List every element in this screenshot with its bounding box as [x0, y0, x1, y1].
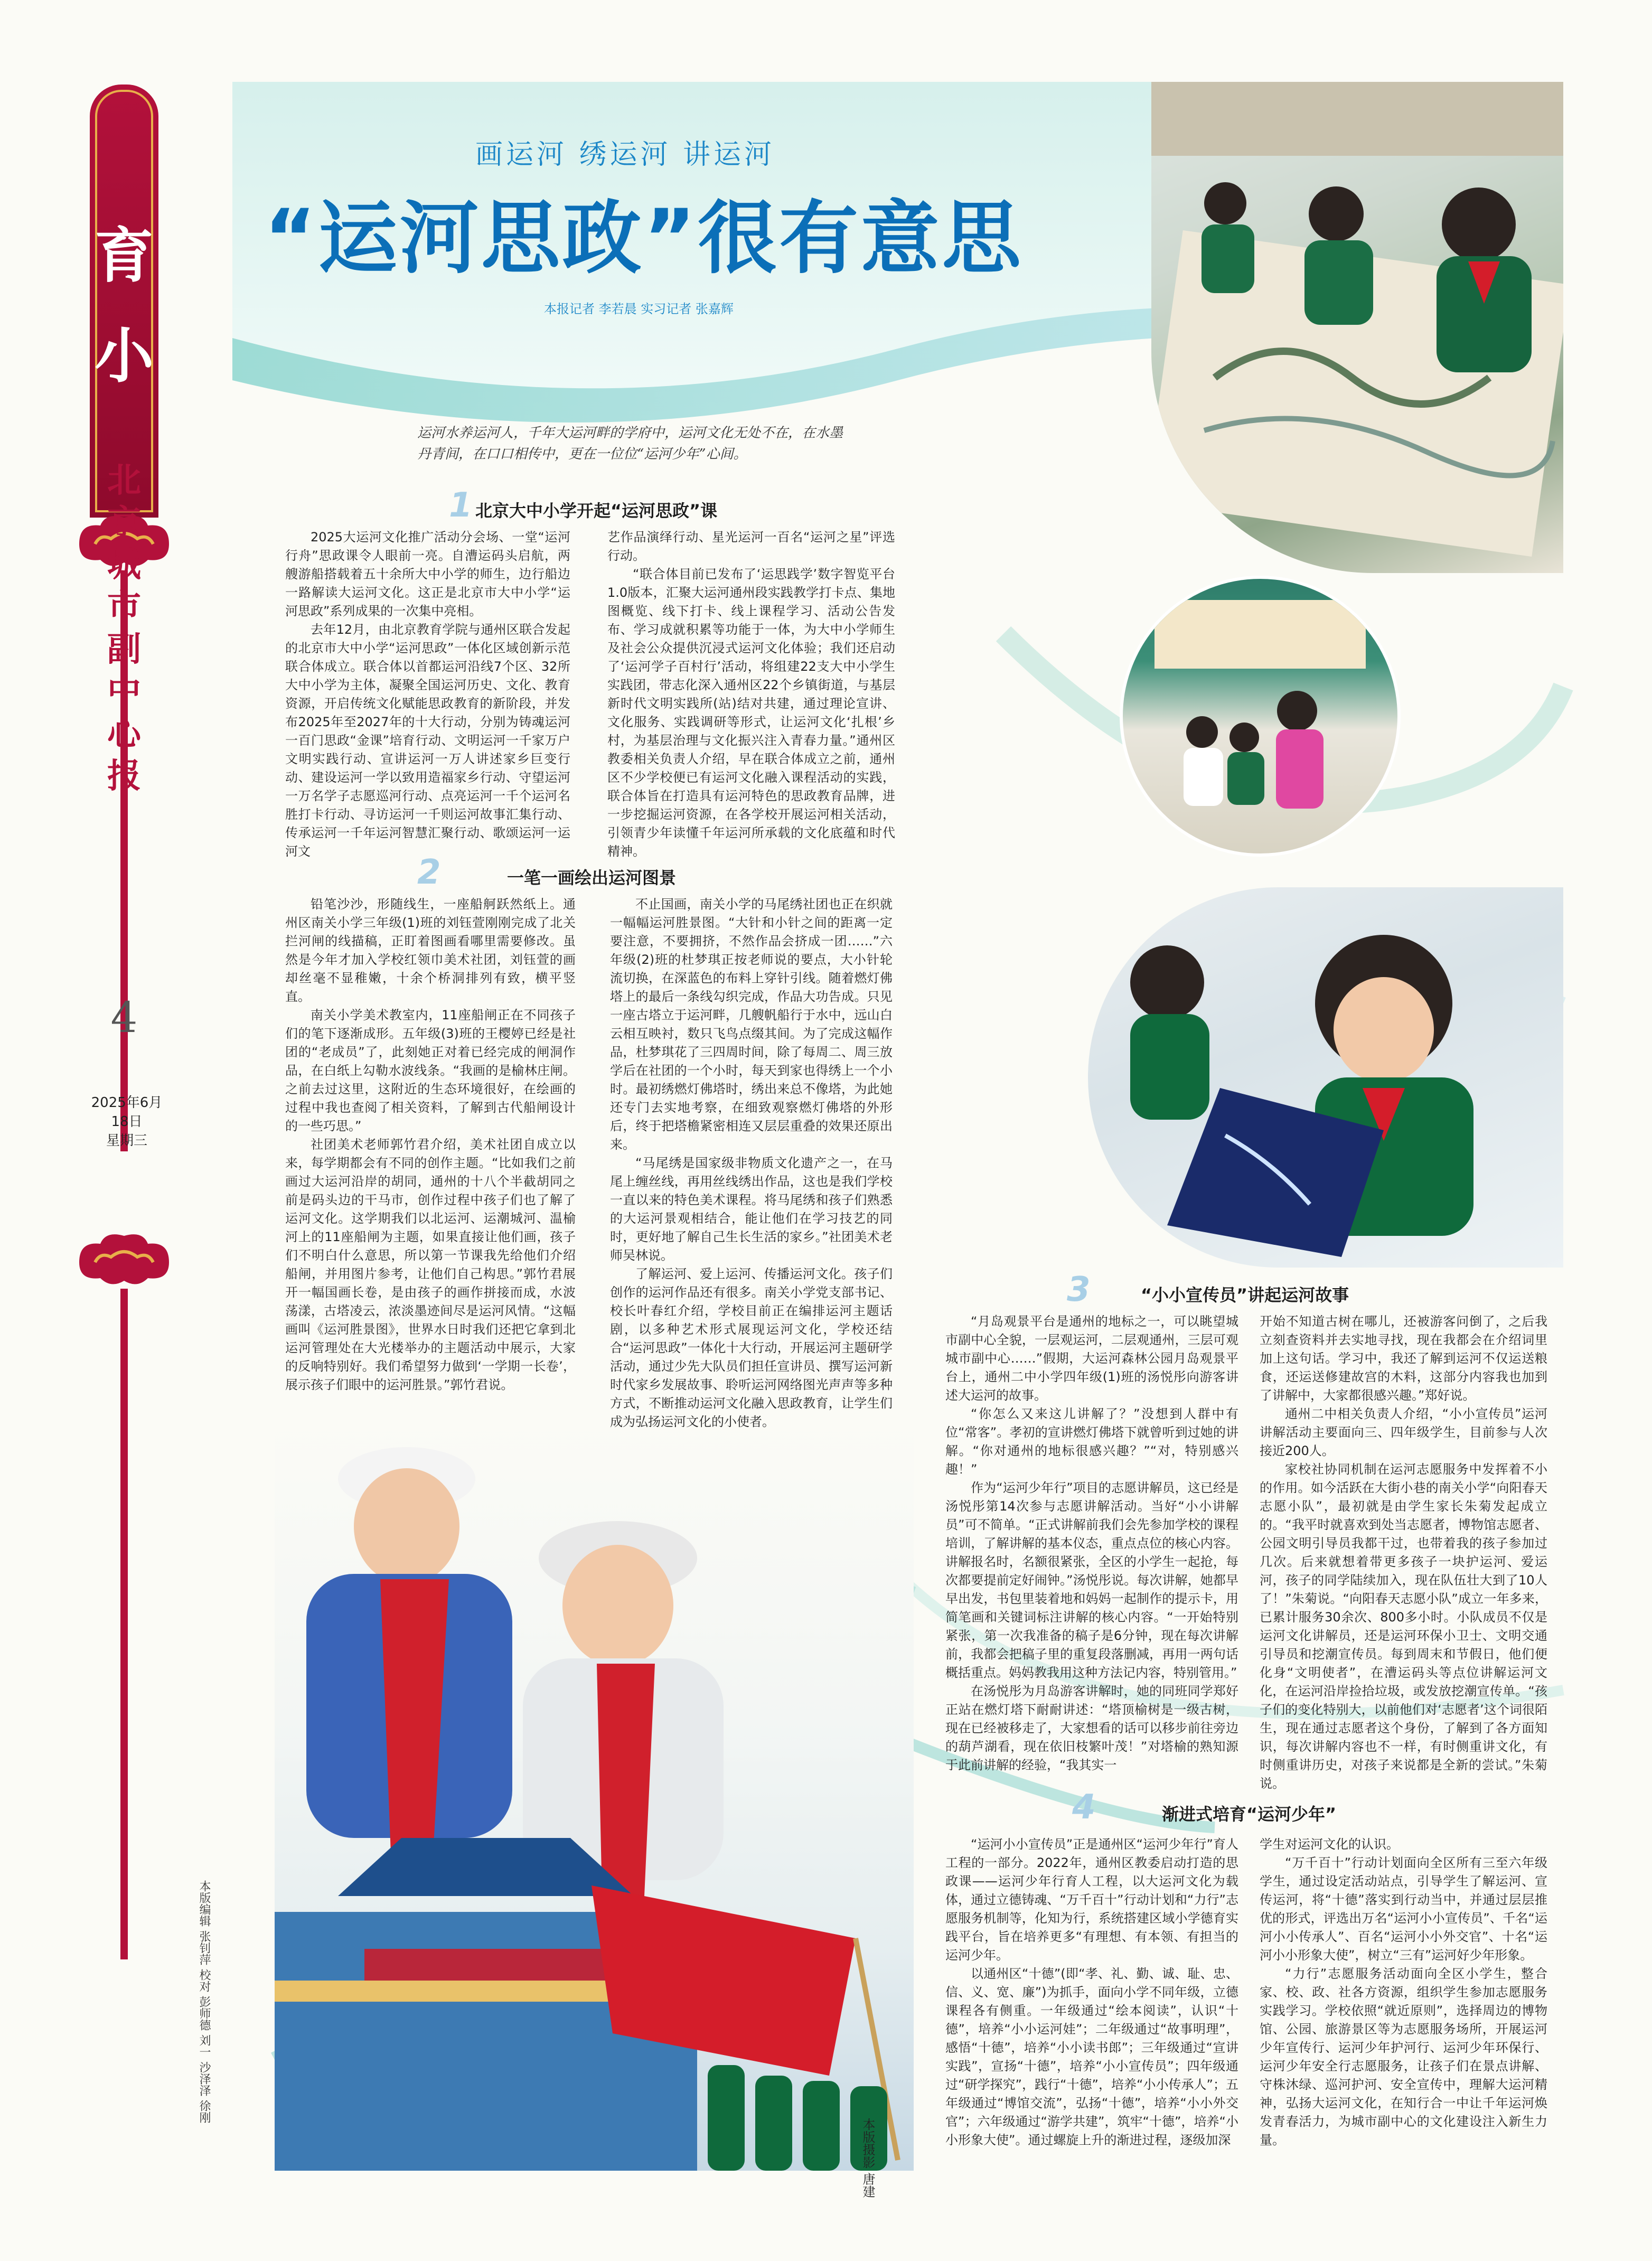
page-number: 4: [110, 993, 138, 1042]
paragraph: 铅笔沙沙，形随线生，一座船舸跃然纸上。通州区南关小学三年级(1)班的刘钰萱刚刚完成了北关拦河闸的线描稿，正盯着图画看哪里需要修改。虽然是今年才加入学校红领巾美术社团，刘钰萱的画却丝毫不显稚嫩，十余个桥洞排列有致，横平竖直。: [285, 897, 576, 1004]
paragraph: 南关小学美术教室内，11座船闸正在不同孩子们的笔下逐渐成形。五年级(3)班的王樱婷已经是社团的“老成员”了，此刻她正对着已经完成的闸洞作品，在白纸上勾勒水波线条。“我画的是榆林庄闸。之前去过这里，这附近的生态环境很好，在绘画的过程中我也查阅了相关资料，了解到古代船闸设计的一些巧思。”: [285, 1008, 576, 1133]
section-1-column-1: [285, 528, 570, 861]
section-4-title: 渐进式培育“运河少年”: [1162, 1804, 1337, 1824]
paragraph: “运河小小宣传员”正是通州区“运河少年行”育人工程的一部分。2022年，通州区教委启动打造的思政课——运河少年行育人工程，以大运河文化为载体，通过立德铸魂、“万千百十”行动计划和“力行”志愿服务机制等，化知为行，系统搭建区域小学德育实践平台，旨在培养更多“有理想、有本领、有担当的运河少年。: [945, 1837, 1238, 1963]
paragraph: “力行”志愿服务活动面向全区小学生，整合家、校、政、社各方资源，组织学生参加志愿服务实践学习。学校依照“就近原则”，选择周边的博物馆、公园、旅游景区等为志愿服务场所，开展运河少年宣传行、运河少年护河行、运河少年环保行、运河少年安全行志愿服务，让孩子们在景点讲解、守株沐绿、巡河护河、安全宣传中，理解大运河精神，弘扬大运河文化，在知行合一中让千年运河焕发青春活力，为城市副中心的文化建设注入新生力量。: [1260, 1966, 1547, 2147]
photo-embroidery: [1088, 887, 1563, 1268]
section-3-number: 3: [1067, 1270, 1091, 1309]
paragraph: 艺作品演绎行动、星光运河一百名“运河之星”评选行动。: [607, 530, 895, 563]
byline: 本报记者 李若晨 实习记者 张嘉辉: [544, 302, 734, 316]
photo-painting-class: [1151, 82, 1563, 573]
date-text: 2025年6月18日: [91, 1095, 163, 1130]
paragraph: 家校社协同机制在运河志愿服务中发挥着不小的作用。如今活跃在大街小巷的南关小学“向阳春天志愿小队”，最初就是由学生家长朱菊发起成立的。“我平时就喜欢到处当志愿者，博物馆志愿者、公园文明引导员我都干过，也带着我的孩子参加过几次。后来就想着带更多孩子一块护运河、爱运河，孩子的同学陆续加入，现在队伍壮大到了10人了！”朱菊说。“向阳春天志愿小队”成立一年多来，已累计服务30余次、800多小时。小队成员不仅是运河文化讲解员，还是运河环保小卫士、文明交通引导员和挖潮宣传员。每到周末和节假日，他们便化身“文明使者”，在漕运码头等点位讲解运河文化，在运河沿岸捡拾垃圾，或发放挖潮宣传单。“孩子们的变化特别大，以前他们对‘志愿者’这个词很陌生，现在通过志愿者这个身份，了解到了各方面知识，每次讲解内容也不一样，有时侧重讲文化，有时侧重讲历史，对孩子来说都是全新的尝试。”朱菊说。: [1260, 1462, 1547, 1791]
headline: “运河思政”很有意思: [264, 193, 1024, 285]
photo-credit: 本版摄影 唐建: [860, 2118, 875, 2198]
section-name: 育小: [95, 222, 154, 391]
section-4-column-2: [1260, 1835, 1547, 2150]
section-1-column-2: [607, 528, 895, 861]
paragraph: 作为“运河少年行”项目的志愿讲解员，这已经是汤悦彤第14次参与志愿讲解活动。当好“小小讲解员”可不简单。“正式讲解前我们会先参加学校的课程培训，了解讲解的基本仪态，重点点位的核心内容。讲解报名时，名额很紧张，全区的小学生一起抢，每次都要提前定好闹钟。”汤悦彤说。每次讲解，她都早早出发，书包里装着地和妈妈一起制作的提示卡，用简笔画和关键词标注讲解的核心内容。“一开始特别紧张，第一次我准备的稿子是6分钟，现在每次讲解前，我都会把稿子里的重复段落删减，再用一两句话概括重点。妈妈教我用这种方法记内容，特别管用。”: [945, 1480, 1238, 1680]
paragraph: 以通州区“十德”(即“孝、礼、勤、诚、耻、忠、信、义、宽、廉”)为抓手，面向小学不同年级，立德课程各有侧重。一年级通过“绘本阅读”，认识“十德”，培养“小小运河娃”；二年级通过“故事明理”，感悟“十德”，培养“小小读书郎”；三年级通过“宣讲实践”，宣扬“十德”，培养“小小宣传员”；四年级通过“研学探究”，践行“十德”，培养“小小传承人”；五年级通过“博馆交流”，弘扬“十德”，培养“小小外交官”；六年级通过“游学共建”，筑牢“十德”，培养“小小形象大使”。通过螺旋上升的渐进过程，逐级加深: [945, 1966, 1238, 2147]
section-4-column-1: [945, 1835, 1238, 2150]
paragraph: “月岛观景平台是通州的地标之一，可以眺望城市副中心全貌，一层观运河，二层观通州，三层可观城市副中心……”假期，大运河森林公园月岛观景平台上，通州二中小学四年级(1)班的汤悦彤向游客讲述大运河的故事。: [945, 1314, 1238, 1403]
weekday-text: 星期三: [106, 1133, 147, 1149]
paragraph: 社团美术老师郭竹君介绍，美术社团自成立以来，每学期都会有不同的创作主题。“比如我们之前画过大运河沿岸的胡同，通州的十八个半截胡同之前是码头边的干马市，创作过程中孩子们也了解了运河文化。这学期我们以北运河、运潮城河、温榆河上的11座船闸为主题，如果直接让他们画，孩子们不明白什么意思，所以第一节课我先给他们介绍船闸，并用图片参考，让他们自己构思。”郭竹君展开一幅国画长卷，是由孩子的画作拼接而成，水波荡漾，古塔凌云，浓淡墨迹间尽是运河风情。“这幅画叫《运河胜景图》，世界水日时我们还把它拿到北运河管理处在大光楼举办的主题活动中展示，大家的反响特别好。我们希望努力做到‘一学期一长卷’，展示孩子们眼中的运河胜景。”郭竹君说。: [285, 1137, 576, 1392]
photo-classroom-round: [1120, 576, 1401, 857]
paragraph: 不止国画，南关小学的马尾绣社团也正在织就一幅幅运河胜景图。“大针和小针之间的距离一定要注意，不要拥挤，不然作品会挤成一团……”六年级(2)班的杜梦琪正按老师说的要点，大小针轮流切换，在深蓝色的布料上穿针引线。随着燃灯佛塔上的最后一条线勾织完成，作品大功告成。只见一座古塔立于运河畔，几艘帆船行于水中，远山白云相互映衬，数只飞鸟点缀其间。为了完成这幅作品，杜梦琪花了三四周时间，除了每周二、周三放学后在社团的一个小时，每天到家也得绣上一个小时。最初绣燃灯佛塔时，绣出来总不像塔，为此她还专门去实地考察，在细致观察燃灯佛塔的外形后，终于把塔檐紧密相连又层层重叠的效果还原出来。: [610, 897, 893, 1152]
paragraph: 通州二中相关负责人介绍，“小小宣传员”运河讲解活动主要面向三、四年级学生，目前参与人次接近200人。: [1260, 1406, 1547, 1458]
section-4-number: 4: [1072, 1788, 1096, 1827]
classroom-illustration: [1123, 579, 1397, 853]
paragraph: 2025大运河文化推广活动分会场、一堂“运河行舟”思政课令人眼前一亮。自漕运码头启航，两艘游船搭载着五十余所大中小学的师生，边行船边一路解读大运河文化。这正是北京市大中小学“运河思政”系列成果的一次集中亮相。: [285, 530, 570, 618]
paragraph: “马尾绣是国家级非物质文化遗产之一，在马尾上缠丝线，再用丝线绣出作品，这也是我们学校一直以来的特色美术课程。将马尾绣和孩子们熟悉的大运河景观相结合，能让他们在学习技艺的同时，更好地了解自己生长生活的家乡。”社团美术老师吴林说。: [610, 1156, 893, 1263]
photo-volunteers: [275, 1421, 914, 2171]
paragraph: 开始不知道古树在哪儿，还被游客问倒了，之后我立刻查资料并去实地寻找，现在我都会在介绍词里加上这句话。学习中，我还了解到运河不仅运送粮食，还运送修建故宫的木料，这部分内容我也加到了讲解中，大家都很感兴趣。”郑好说。: [1260, 1314, 1547, 1403]
painting-class-illustration: [1151, 82, 1563, 573]
paragraph: 去年12月，由北京教育学院与通州区联合发起的北京市大中小学“运河思政”一体化区域创新示范联合体成立。联合体以首都运河沿线7个区、32所大中小学为主体，凝聚全国运河历史、文化、教育资源，开启传统文化赋能思政教育的新阶段，并发布2025年至2027年的十大行动，分别为铸魂运河一百门思政“金课”培育行动、文明运河一千家万户文明实践行动、宣讲运河一万人讲述家乡巨变行动、建设运河一学以致用造福家乡行动、守望运河一万名学子志愿巡河行动、点亮运河一千个运河名胜打卡行动、寻访运河一千则运河故事汇集行动、传承运河一千年运河智慧汇聚行动、歌颂运河一运河文: [285, 622, 570, 859]
paragraph: “联合体目前已发布了‘运思践学’数字智览平台1.0版本，汇聚大运河通州段实践教学打卡点、集地图概览、线下打卡、线上课程学习、活动公告发布、学习成就积累等功能于一体，为大中小学师生及社会公众提供沉浸式运河文化体验；我们还启动了‘运河学子百村行’活动，将组建22支大中小学生实践团，带志化深入通州区22个乡镇街道，与基层新时代文明实践所(站)结对共建，通过理论宣讲、文化服务、实践调研等形式，让运河文化‘扎根’乡村，为基层治理与文化振兴注入青春力量。”通州区教委相关负责人介绍，早在联合体成立之前，通州区不少学校便已有运河文化融入课程活动的实践，联合体旨在打造具有运河特色的思政教育品牌，进一步挖掘运河资源，在各学校开展运河相关活动，引领青少年读懂千年运河所承载的文化底蕴和时代精神。: [607, 567, 895, 859]
paragraph: “你怎么又来这儿讲解了？”没想到人群中有位“常客”。孝初的宣讲燃灯佛塔下就曾听到过她的讲解。“你对通州的地标很感兴趣？”“对，特别感兴趣！”: [945, 1406, 1238, 1477]
cloud-ornament-icon: [74, 1231, 174, 1289]
paper-name: 北京城市副中心报: [107, 461, 141, 796]
volunteers-illustration: [275, 1421, 914, 2171]
section-2-column-1: [285, 895, 576, 1394]
kicker: 画运河 绣运河 讲运河: [475, 139, 775, 171]
section-2-title: 一笔一画绘出运河图景: [507, 868, 677, 888]
lead-paragraph: 运河水养运河人，千年大运河畔的学府中，运河文化无处不在，在水墨丹青间，在口口相传中，更在一位位“运河少年”心间。: [417, 425, 843, 462]
paragraph: 了解运河、爱上运河、传播运河文化。孩子们创作的运河作品还有很多。南关小学党支部书记、校长叶春红介绍，学校目前正在编排运河主题话剧，以多种艺术形式展现运河文化，学校还结合“运河思政”一体化十大行动，开展运河主题研学活动，通过少先大队员们担任宣讲员、撰写运河新时代家乡发展故事、聆听运河网络图光声声等多种方式，不断推动运河文化融入思政教育，让学生们成为弘扬运河文化的小使者。: [610, 1266, 893, 1429]
section-1-title: 北京大中小学开起“运河思政”课: [475, 501, 718, 521]
section-3-column-2: [1260, 1312, 1547, 1793]
banner-line: [120, 1289, 128, 1959]
section-2-column-2: [610, 895, 893, 1431]
section-3-column-1: [945, 1312, 1238, 1775]
paragraph: 在汤悦彤为月岛游客讲解时，她的同班同学郑好正站在燃灯塔下耐耐讲述：“塔顶榆树是一级古树，现在已经被移走了，大家想看的话可以移步前往旁边的葫芦湖看，现在依旧枝繁叶茂！”对塔榆的熟知源于此前讲解的经验，“我其实一: [945, 1684, 1238, 1772]
editor-credit: 本版编辑 张钊萍 校对 彭师德 刘一 沙泽泽 徐刚: [198, 1880, 211, 2123]
section-2-number: 2: [417, 853, 441, 892]
embroidery-illustration: [1088, 887, 1563, 1268]
section-1-number: 1: [449, 486, 473, 525]
paragraph: “万千百十”行动计划面向全区所有三至六年级学生，通过设定活动站点，引导学生了解运河、宣传运河，将“十德”落实到行动当中，并通过层层推优的形式，评选出万名“运河小小宣传员”、千名“运河小小传承人”、百名“运河小小外交官”、十名“运河小小形象大使”，树立“三有”运河好少年形象。: [1260, 1855, 1547, 1963]
issue-date: [85, 1093, 169, 1150]
paragraph: 学生对运河文化的认识。: [1260, 1837, 1399, 1852]
section-3-title: “小小宣传员”讲起运河故事: [1141, 1285, 1349, 1305]
